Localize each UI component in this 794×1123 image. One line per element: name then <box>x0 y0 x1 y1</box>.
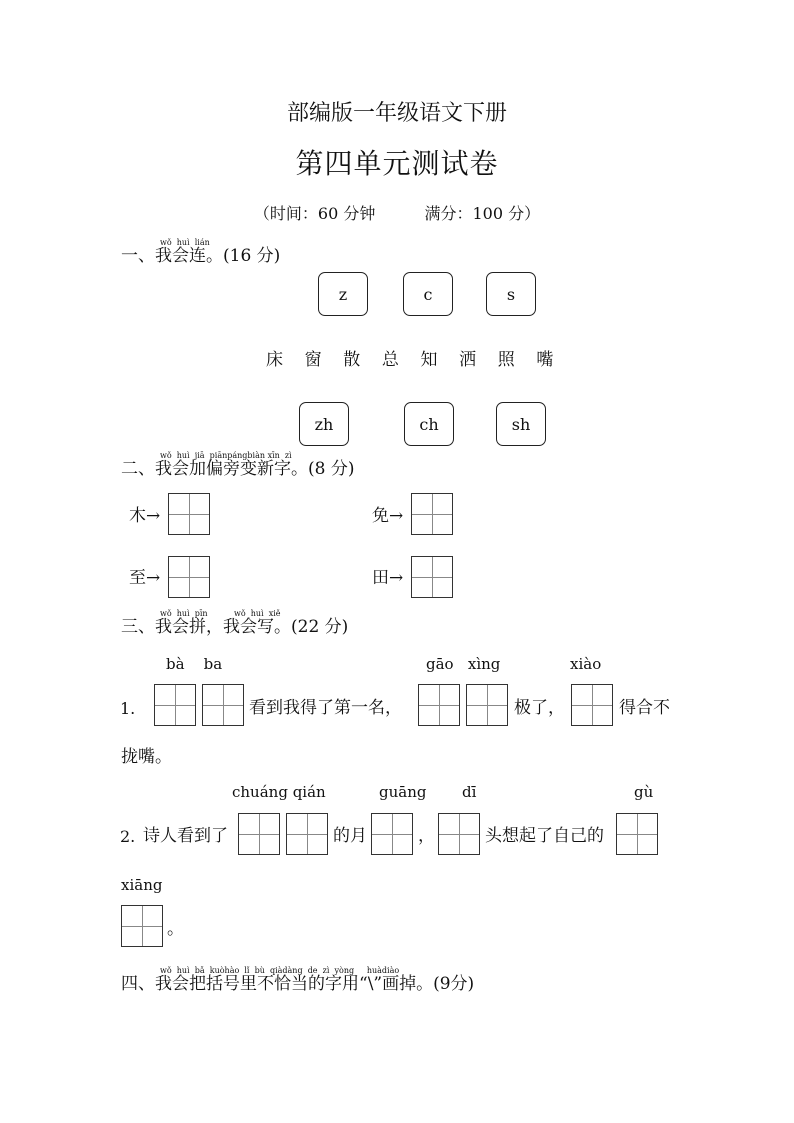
section3-ruby1: wǒ huì pīn <box>160 609 208 618</box>
writing-grid[interactable] <box>154 684 196 726</box>
char: 嘴 <box>536 350 554 370</box>
question-2-label: 2. <box>120 827 136 846</box>
pinyin-gaoxing: gāo xìng <box>426 655 501 673</box>
test-title: 第四单元测试卷 <box>295 147 499 180</box>
char: 知 <box>420 350 438 370</box>
writing-grid[interactable] <box>202 684 244 726</box>
q1-text-a: 看到我得了第一名， <box>249 698 402 718</box>
char: 窗 <box>304 350 322 370</box>
letter-box-z: z <box>318 272 368 316</box>
section3-ruby2: wǒ huì xiě <box>234 609 281 618</box>
writing-grid[interactable] <box>616 813 658 855</box>
writing-grid[interactable] <box>371 813 413 855</box>
radical-item-mian: 免→ <box>372 506 404 526</box>
letter-box-ch: ch <box>404 402 454 446</box>
letter-box-s: s <box>486 272 536 316</box>
writing-grid[interactable] <box>238 813 280 855</box>
writing-grid[interactable] <box>466 684 508 726</box>
pinyin-xiao: xiào <box>570 655 602 673</box>
char: 散 <box>343 350 361 370</box>
q2-text-b: 的月 <box>333 826 367 846</box>
q2-text-a: 诗人看到了 <box>143 826 228 846</box>
q1-text-c: 得合不 <box>619 698 670 718</box>
question-1-label: 1. <box>120 699 136 718</box>
letter-box-sh: sh <box>496 402 546 446</box>
letter-box-zh: zh <box>299 402 349 446</box>
section1-heading: 一、我会连。(16 分) <box>121 246 281 266</box>
q2-text-c: ， <box>418 826 435 846</box>
writing-grid[interactable] <box>571 684 613 726</box>
pinyin-xiang: xiāng <box>121 876 163 894</box>
radical-item-zhi: 至→ <box>129 568 161 588</box>
writing-grid[interactable] <box>168 493 210 535</box>
section2-ruby: wǒ huì jiā piānpángbiàn xīn zì <box>160 451 292 460</box>
letter-box-c: c <box>403 272 453 316</box>
writing-grid[interactable] <box>418 684 460 726</box>
char: 洒 <box>459 350 477 370</box>
full-score: 满分：100 分） <box>424 204 541 223</box>
q1-text-b: 极了， <box>514 698 565 718</box>
character-row <box>266 345 553 370</box>
q2-text-e: 。 <box>167 919 184 939</box>
pinyin-gu: gù <box>634 783 654 801</box>
section4-heading: 四、我会把括号里不恰当的字用“\”画掉。(9分) <box>121 974 475 994</box>
document-title: 部编版一年级语文下册 <box>286 101 507 126</box>
pinyin-baba: bà ba <box>166 655 223 673</box>
char: 总 <box>381 350 399 370</box>
time-limit: （时间：60 分钟 <box>253 204 376 223</box>
q1-text-d: 拢嘴。 <box>121 747 172 767</box>
section4-ruby: wǒ huì bǎ kuòhào lǐ bù qiàdàng de zì yòng huàdiào <box>160 966 400 975</box>
pinyin-guang: guāng <box>379 783 427 801</box>
section2-heading: 二、我会加偏旁变新字。(8 分) <box>121 459 355 479</box>
radical-item-mu: 木→ <box>129 506 161 526</box>
radical-item-tian: 田→ <box>372 568 404 588</box>
writing-grid[interactable] <box>121 905 163 947</box>
char: 照 <box>497 350 515 370</box>
test-info <box>0 201 794 224</box>
writing-grid[interactable] <box>168 556 210 598</box>
writing-grid[interactable] <box>286 813 328 855</box>
section3-heading: 三、我会拼，我会写。(22 分) <box>121 617 349 637</box>
writing-grid[interactable] <box>438 813 480 855</box>
section1-ruby: wǒ huì lián <box>160 238 210 247</box>
writing-grid[interactable] <box>411 556 453 598</box>
q2-text-d: 头想起了自己的 <box>485 826 604 846</box>
pinyin-chuangqian: chuáng qián <box>232 783 326 801</box>
writing-grid[interactable] <box>411 493 453 535</box>
char: 床 <box>266 350 283 370</box>
pinyin-di: dī <box>462 783 477 801</box>
